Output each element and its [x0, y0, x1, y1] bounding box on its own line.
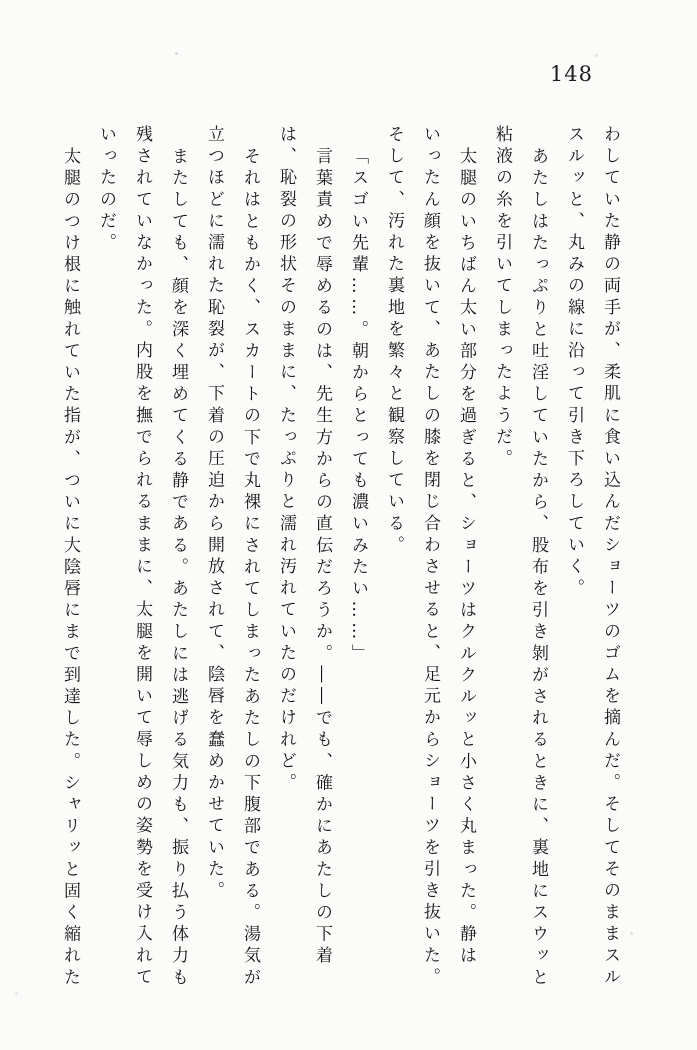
paragraph: 太腿のつけ根に触れていた指が、ついに大陰唇にまで到達した。シャリッと固く縮れた: [60, 146, 80, 989]
paragraph: あたしはたっぷりと吐淫していたから、股布を引き剝がされるときに、裏地にスウッと粘液の糸を引いてしまったようだ。: [492, 125, 548, 989]
paragraph: またしても、顔を深く埋めてくる静である。あたしには逃げる気力も、振り払う体力も残されていなかった。内股を撫でられるままに、太腿を開いて辱しめの姿勢を受け入れていったのだ。: [96, 125, 188, 989]
paragraph: わしていた静の両手が、柔肌に食い込んだショーツのゴムを摘んだ。そしてそのままスルスルッと、丸みの線に沿って引き下ろしていく。: [564, 125, 620, 989]
page-number: 148: [549, 62, 593, 86]
vertical-text-block: [51, 125, 628, 993]
paragraph: 太腿のいちばん太い部分を過ぎると、ショーツはクルクルッと小さく丸まった。静はいったん顔を抜いて、あたしの膝を閉じ合わさせると、足元からショーツを引き抜いた。そして、汚れた裏地を繁々と観察している。: [384, 125, 476, 989]
paragraph: 言葉責めで辱めるのは、先生方からの直伝だろうか。――でも、確かにあたしの下着は、恥裂の形状そのままに、たっぷりと濡れ汚れていたのだけれど。: [276, 125, 332, 968]
paragraph: 「スゴい先輩……。朝からとっても濃いみたい……」: [348, 146, 368, 665]
paragraph: それはともかく、スカートの下で丸裸にされてしまったあたしの下腹部である。湯気が立つほどに濡れた恥裂が、下着の圧迫から開放されて、陰唇を蠢めかせていた。: [204, 125, 260, 989]
